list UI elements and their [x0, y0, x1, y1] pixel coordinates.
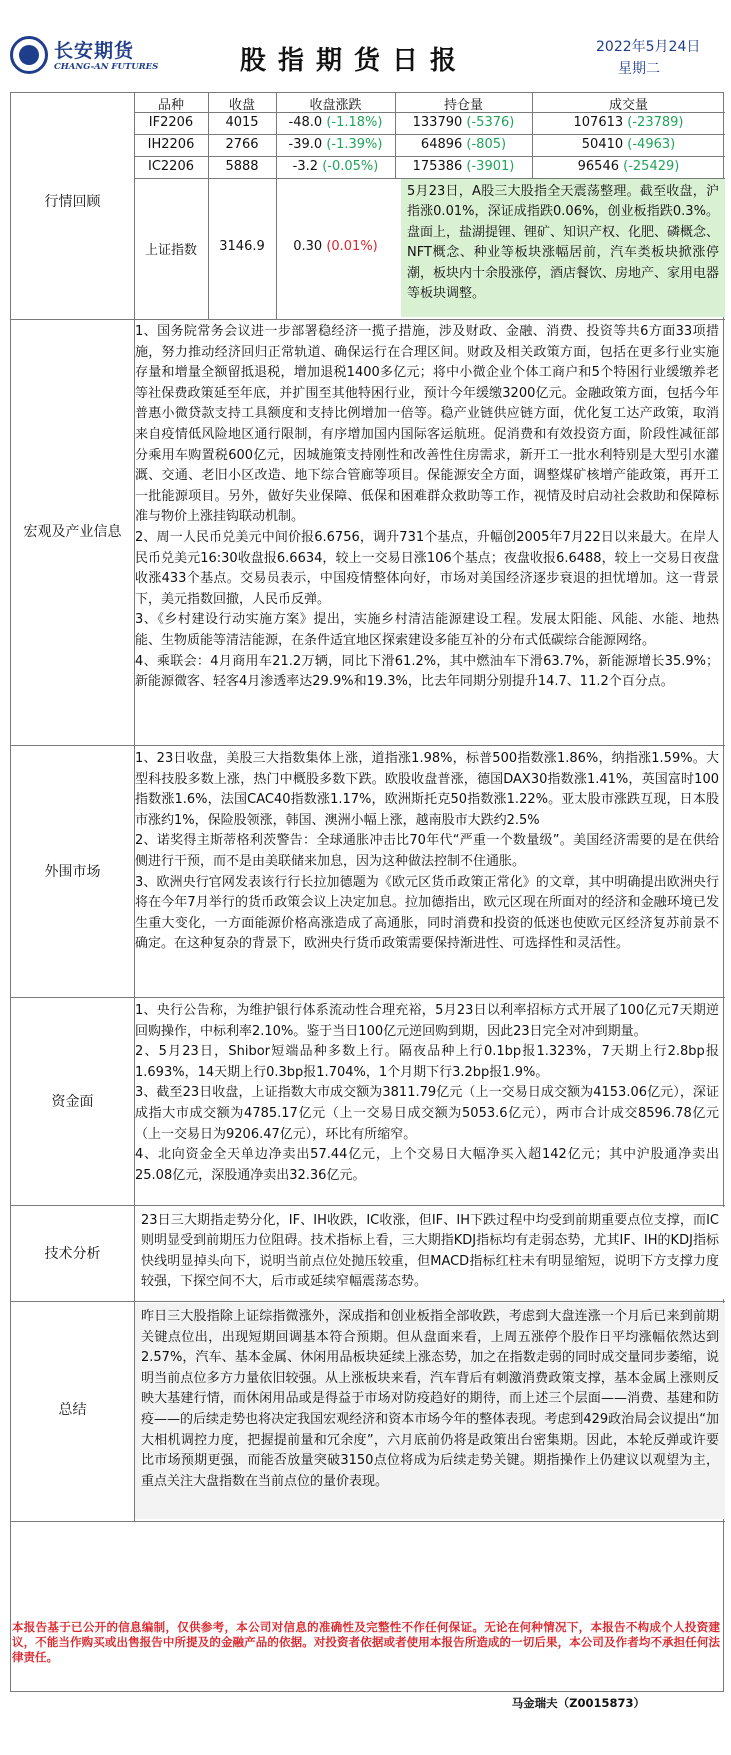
sse-close: 3146.9 [219, 239, 265, 254]
conclusion-text: 昨日三大股指除上证综指微涨外，深成指和创业板指全部收跌，考虑到大盘连涨一个月后已来到前期关键点位出，出现短期回调基本符合预期。但从盘面来看，上周五涨停个股作日平均涨幅依然达到2.57%，汽车、基本金属、休闲用品板块延续上涨态势，加之在指数走弱的同时成交量同步萎缩，说明当前点位多方力量依旧较强。从上涨板块来看，汽车背后有刺激消费政策支撑，基本金属上涨则反映大基建行情，而休闲用品或是得益于市场对防疫趋好的期待，而上述三个层面——消费、基建和防疫——的后续走势也将决定我国宏观经济和资本市场今年的整体表现。考虑到429政治局会议提出“加大相机调控力度，把握提前量和冗余度”，六月底前仍将是政策出台密集期。因此，本轮反弹或许要比市场预期更强，而能否放量突破3150点位将成为后续走势关键。期指操作上仍建议以观望为主，重点关注大盘指数在当前点位的量价表现。 [135, 1303, 725, 1519]
change-pct: (-1.39%) [326, 137, 383, 152]
row-ih-close: 2766 [225, 137, 259, 152]
oi-change: (-805) [466, 137, 507, 152]
row-if-change [277, 115, 394, 130]
report-weekday: 星期二 [618, 61, 660, 77]
sse-change [277, 239, 394, 254]
logo-emblem-icon [10, 36, 48, 74]
change-pct: (0.01%) [326, 239, 378, 254]
oi-value: 133790 [412, 115, 463, 130]
section-divider [11, 1521, 725, 1522]
section-divider [11, 1301, 725, 1302]
row-ic-volume [533, 159, 724, 174]
volume-change: (-23789) [627, 115, 684, 130]
change-value: 0.30 [293, 239, 323, 254]
section-divider [11, 745, 725, 746]
row-if-close: 4015 [225, 115, 259, 130]
section-divider [11, 997, 725, 998]
technical-text: 23日三大期指走势分化，IF、IH收跌，IC收涨，但IF、IH下跌过程中均受到前期重要点位支撑，而IC则明显受到前期压力位阻碍。技术指标上看，三大期指KDJ指标均有走弱态势，尤其IF、IH的KDJ指标快线明显掉头向下，说明当前点位处抛压较重，但MACD指标红柱未有明显缩短，说明下方支撑力度较强，下探空间不大，后市或延续窄幅震荡态势。 [135, 1207, 725, 1299]
label-market-review: 行情回顾 [44, 194, 101, 210]
col-header-open-interest: 持仓量 [443, 98, 483, 113]
row-if-oi [396, 115, 531, 130]
oi-change: (-5376) [466, 115, 515, 130]
sse-name: 上证指数 [144, 243, 197, 258]
macro-text: 1、国务院常务会议进一步部署稳经济一揽子措施，涉及财政、金融、消费、投资等共6方面33项措施，努力推动经济回归正常轨道、确保运行在合理区间。财政及相关政策方面，包括在更多行业实施存量和增量全额留抵退税，增加退税1400多亿元；将中小微企业个体工商户和5个特困行业缓缴养老等社保费政策延至年底，并扩围至其他特困行业，预计今年缓缴3200亿元。金融政策方面，包括今年普惠小微贷款支持工具额度和支持比例增加一倍等。稳产业链供应链方面，优化复工达产政策，取消来自疫情低风险地区通行限制，有序增加国内国际客运航班。促消费和有效投资方面，阶段性减征部分乘用车购置税600亿元，因城施策支持刚性和改善性住房需求，新开工一批水利特别是大型引水灌溉、交通、老旧小区改造、地下综合管廊等项目。保能源安全方面，调整煤矿核增产能政策，再开工一批能源项目。另外，做好失业保障、低保和困难群众救助等工作，视情及时启动社会救助和保障标准与物价上涨挂钩联动机制。 2、周一人民币兑美元中间价报6.6756，调升731个基点，升幅创2005年7月22日以来最大。在岸人民币兑美元16:30收盘报6.6634，较上一交易日涨106个基点；夜盘收报6.6488，较上一交易日夜盘收涨433个基点。交易员表示，中国疫情整体向好，市场对美国经济逐步衰退的担忧增加。这一背景下，美元指数回撤，人民币反弹。 3、《乡村建设行动实施方案》提出，实施乡村清洁能源建设工程。发展太阳能、风能、水能、地热能、生物质能等清洁能源，在条件适宜地区探索建设多能互补的分布式低碳综合能源网络。 4、乘联会：4月商用车21.2万辆，同比下滑61.2%，其中燃油车下滑63.7%，新能源增长35.9%；新能源微客、轻客4月渗透率达29.9%和19.3%，比去年同期分别提升14.7、11.2个百分点。 [135, 324, 719, 690]
row-ih-oi [396, 137, 531, 152]
row-if-name: IF2206 [148, 115, 194, 130]
report-date: 2022年5月24日 [596, 39, 701, 55]
logo-chinese-name: 长安期货 [54, 40, 135, 62]
row-ic-change [277, 159, 394, 174]
row-ic-name: IC2206 [148, 159, 194, 174]
row-if-volume [533, 115, 724, 130]
volume-value: 50410 [581, 137, 624, 152]
oi-value: 64896 [420, 137, 463, 152]
volume-value: 96546 [577, 159, 619, 174]
section-divider [11, 1205, 725, 1206]
label-funds: 资金面 [51, 1094, 94, 1110]
label-conclusion: 总结 [58, 1402, 87, 1418]
volume-change: (-4963) [627, 137, 676, 152]
volume-value: 107613 [573, 115, 624, 130]
report-title: 股指期货日报 [240, 46, 469, 76]
overseas-text: 1、23日收盘，美股三大指数集体上涨，道指涨1.98%，标普500指数涨1.86%，纳指涨1.59%。大型科技股多数上涨，热门中概股多数下跌。欧股收盘普涨，德国DAX30指数涨1.41%，英国富时100指数涨1.6%，法国CAC40指数涨1.17%，欧洲斯托克50指数涨1.22%。亚太股市涨跌互现，日本股市涨约1%，保险股领涨，韩国、澳洲小幅上涨，越南股市大跌约2.5% 2、诺奖得主斯蒂格利茨警告：全球通胀冲击比70年代“严重一个数量级”。美国经济需要的是在供给侧进行干预，而不是由美联储来加息，因为这种做法控制不住通胀。 3、欧洲央行官网发表该行行长拉加德题为《欧元区货币政策正常化》的文章，其中明确提出欧洲央行将在今年7月举行的货币政策会议上决定加息。拉加德指出，欧元区现在所面对的经济和金融环境已发生重大变化，一方面能源价格高涨造成了高通胀，同时消费和投资的低迷也使欧元区经济复苏前景不确定。在这种复杂的背景下，欧洲央行货币政策需要保持渐进性、可选择性和灵活性。 [135, 751, 719, 952]
change-pct: (-0.05%) [322, 159, 379, 174]
oi-change: (-3901) [466, 159, 515, 174]
col-header-volume: 成交量 [608, 98, 648, 113]
logo-english-name: CHANG-AN FUTURES [54, 62, 159, 72]
oi-value: 175386 [412, 159, 463, 174]
row-ih-change [277, 137, 394, 152]
change-value: -3.2 [292, 159, 319, 174]
change-value: -48.0 [288, 115, 323, 130]
report-table [10, 92, 724, 1710]
funds-text: 1、央行公告称，为维护银行体系流动性合理充裕，5月23日以利率招标方式开展了100亿元7天期逆回购操作，中标利率2.10%。鉴于当日100亿元逆回购到期，因此23日完全对冲到期量。 2、5月23日，Shibor短端品种多数上行。隔夜品种上行0.1bp报1.323%，7天期上行2.8bp报1.693%，14天期上行0.3bp报1.704%，1个月期下行3.2bp报1.9%。 3、截至23日收盘，上证指数大市成交额为3811.79亿元（上一交易日成交额为4153.06亿元），深证成指大市成交额为4785.17亿元（上一交易日成交额为5053.6亿元），两市合计成交8596.78亿元（上一交易日为9206.47亿元），环比有所缩窄。 4、北向资金全天单边净卖出57.44亿元，上个交易日大幅净买入超142亿元；其中沪股通净卖出25.08亿元，深股通净卖出32.36亿元。 [135, 1003, 719, 1183]
row-ic-close: 5888 [225, 159, 259, 174]
report-header [0, 0, 731, 92]
company-logo [10, 34, 159, 80]
col-header-close: 收盘 [228, 98, 255, 113]
label-technical: 技术分析 [44, 1246, 101, 1262]
row-ic-oi [396, 159, 531, 174]
col-header-change: 收盘涨跌 [309, 98, 362, 113]
market-summary: 5月23日，A股三大股指全天震荡整理。截至收盘，沪指涨0.01%，深证成指跌0.06%，创业板指跌0.3%。盘面上，盐湖提锂、锂矿、知识产权、化肥、磷概念、NFT概念、种业等板块涨幅居前，汽车类板块掀涨停潮，板块内十余股涨停，酒店餐饮、房地产、家用电器等板块调整。 [401, 179, 725, 317]
analyst-name: 马金瑞夫（Z0015873） [511, 1696, 645, 1710]
change-pct: (-1.18%) [326, 115, 383, 130]
col-header-name: 品种 [157, 98, 184, 113]
section-divider [11, 319, 725, 320]
row-ih-volume [533, 137, 724, 152]
row-ih-name: IH2206 [147, 137, 195, 152]
volume-change: (-25429) [623, 159, 680, 174]
grid-divider [134, 134, 725, 135]
label-overseas: 外围市场 [44, 864, 101, 880]
change-value: -39.0 [288, 137, 323, 152]
disclaimer: 本报告基于已公开的信息编制，仅供参考，本公司对信息的准确性及完整性不作任何保证。无论在何种情况下，本报告不构成个人投资建议，不能当作购买或出售报告中所提及的金融产品的依据。对投资者依据或者使用本报告所造成的一切后果，本公司及作者均不承担任何法律责任。 [12, 1620, 720, 1664]
label-macro: 宏观及产业信息 [23, 524, 122, 540]
grid-divider [134, 156, 725, 157]
